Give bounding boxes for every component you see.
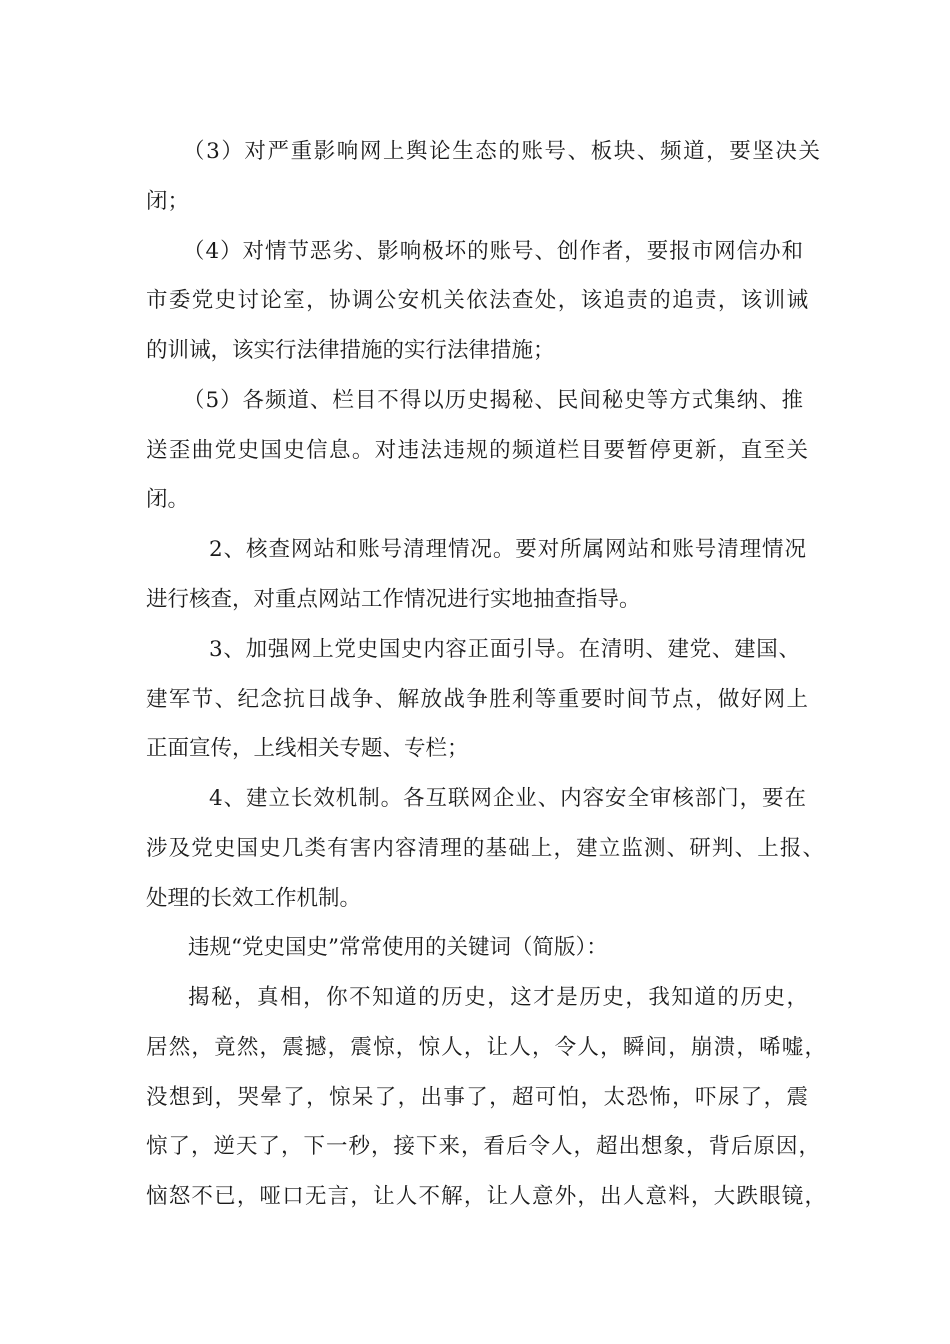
paragraph-line: 闭；: [146, 189, 190, 214]
paragraph-line: 闭。: [146, 487, 190, 512]
keyword-line: 没想到，哭晕了，惊呆了，出事了，超可怕，太恐怖，吓尿了，震: [146, 1085, 808, 1110]
keyword-line: 居然，竟然，震撼，震惊，惊人，让人，令人，瞬间，崩溃，唏嘘，: [146, 1035, 826, 1060]
keyword-line: 惊了，逆天了，下一秒，接下来，看后令人，超出想象，背后原因，: [146, 1134, 820, 1159]
paragraph-line: 的训诫，该实行法律措施的实行法律措施；: [146, 338, 555, 363]
keyword-line: 揭秘，真相，你不知道的历史，这才是历史，我知道的历史，: [188, 985, 808, 1010]
paragraph-line: 3、加强网上党史国史内容正面引导。在清明、建党、建国、: [209, 637, 800, 662]
paragraph-line: 市委党史讨论室，协调公安机关依法查处，该追责的追责，该训诫: [146, 288, 808, 313]
paragraph-line: （3）对严重影响网上舆论生态的账号、板块、频道，要坚决关: [183, 139, 820, 164]
paragraph-line: （4）对情节恶劣、影响极坏的账号、创作者，要报市网信办和: [183, 239, 803, 264]
paragraph-line: 进行核查，对重点网站工作情况进行实地抽查指导。: [146, 587, 641, 612]
paragraph-line: 2、核查网站和账号清理情况。要对所属网站和账号清理情况: [209, 537, 806, 562]
paragraph-line: 涉及党史国史几类有害内容清理的基础上，建立监测、研判、上报、: [146, 836, 824, 861]
paragraph-line: 送歪曲党史国史信息。对违法违规的频道栏目要暂停更新，直至关: [146, 438, 808, 463]
keyword-line: 恼怒不已，哑口无言，让人不解，让人意外，出人意料，大跌眼镜，: [146, 1184, 826, 1209]
paragraph-line: 建军节、纪念抗日战争、解放战争胜利等重要时间节点，做好网上: [146, 687, 808, 712]
paragraph-line: （5）各频道、栏目不得以历史揭秘、民间秘史等方式集纳、推: [183, 388, 803, 413]
paragraph-line: 4、建立长效机制。各互联网企业、内容安全审核部门，要在: [209, 786, 806, 811]
keyword-heading: 违规“党史国史”常常使用的关键词（简版）：: [188, 935, 608, 960]
paragraph-line: 处理的长效工作机制。: [146, 886, 362, 911]
paragraph-line: 正面宣传，上线相关专题、专栏；: [146, 736, 469, 761]
